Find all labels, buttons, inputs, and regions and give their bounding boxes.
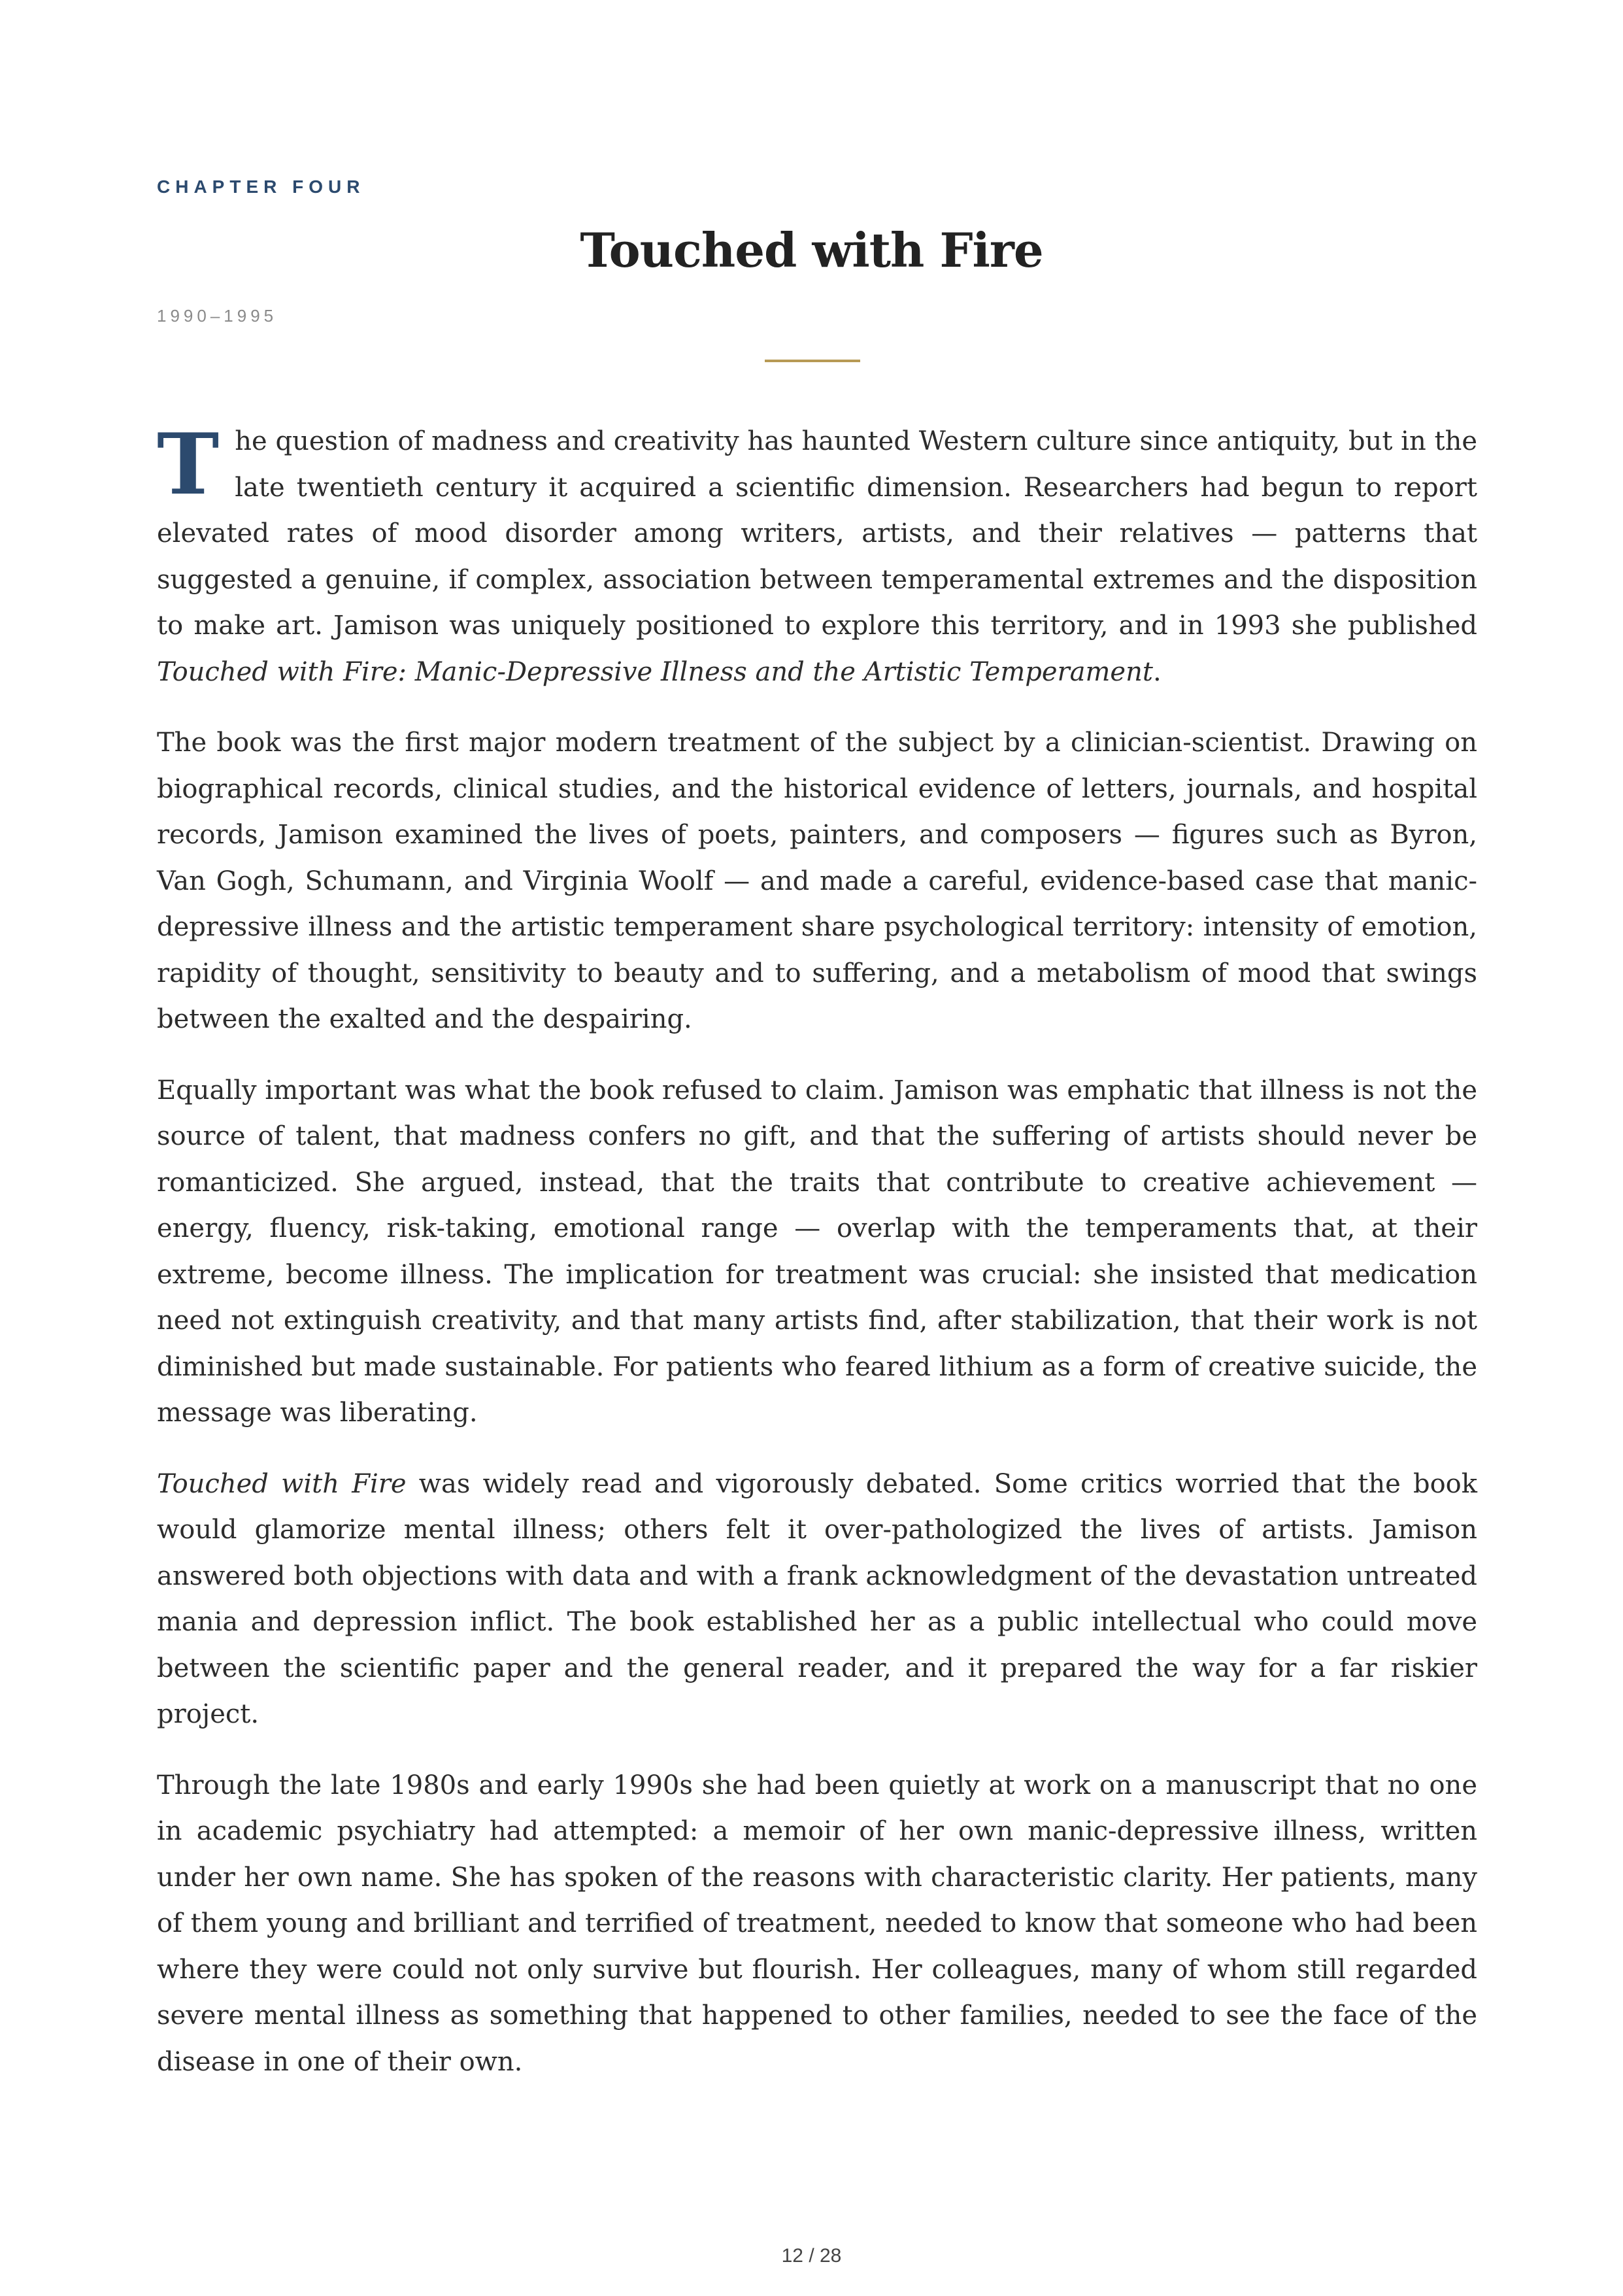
page-number: 12 / 28 — [781, 2245, 842, 2267]
paragraph-4 — [157, 1461, 1477, 1738]
book-title-italic: Touched with Fire — [157, 1468, 407, 1499]
chapter-label: CHAPTER FOUR — [157, 177, 365, 197]
paragraph-4-text: was widely read and vigorously debated. Some critics worried that the book would glamorize mental illness; others felt it over-pathologized the lives of artists. Jamison answered both objections with data and with a frank acknowledgment of the devastation untreated mania and depression inflict. The book established her as a public intellectual who could move between the scientific paper and the general reader, and it prepared the way for a far riskier project. — [157, 1468, 1478, 1729]
title-divider-rule — [765, 360, 860, 362]
drop-cap: T — [157, 416, 220, 514]
paragraph-2: The book was the first major modern treatment of the subject by a clinician-scientist. Drawing on biographical records, clinical studies, and the historical evidence of letters, journals, and hospital records, Jamison examined the lives of poets, painters, and composers — figures such as Byron, Van Gogh, Schumann, and Virginia Woolf — and made a careful, evidence-based case that manic-depressive illness and the artistic temperament share psychological territory: intensity of emotion, rapidity of thought, sensitivity to beauty and to suffering, and a metabolism of mood that swings between the exalted and the despairing. — [157, 728, 1477, 1034]
paragraph-3: Equally important was what the book refused to claim. Jamison was emphatic that illness is not the source of talent, that madness confers no gift, and that the suffering of artists should never be romanticized. She argued, instead, that the traits that contribute to creative achievement — energy, fluency, risk-taking, emotional range — overlap with the temperaments that, at their extreme, become illness. The implication for treatment was crucial: she insisted that medication need not extinguish creativity, and that many artists find, after stabilization, that their work is not diminished but made sustainable. For patients who feared lithium as a form of creative suicide, the message was liberating. — [157, 1075, 1477, 1428]
chapter-title: Touched with Fire — [580, 222, 1043, 278]
paragraph-1-text: he question of madness and creativity has haunted Western culture since antiquity, but in the late twentieth century it acquired a scientific dimension. Researchers had begun to report elevated rates of mood disorder among writers, artists, and their relatives — patterns that suggested a genuine, if complex, association between temperamental extremes and the disposition to make art. Jamison was uniquely positioned to explore this territory, and in 1993 she published — [157, 426, 1477, 641]
paragraph-1-end: . — [1152, 656, 1162, 687]
chapter-dates: 1990–1995 — [157, 306, 278, 326]
paragraph-5: Through the late 1980s and early 1990s she had been quietly at work on a manuscript that no one in academic psychiatry had attempted: a memoir of her own manic-depressive illness, written under her own name. She has spoken of the reasons with characteristic clarity. Her patients, many of them young and brilliant and terrified of treatment, needed to know that someone who had been where they were could not only survive but flourish. Her colleagues, many of whom still regarded severe mental illness as something that happened to other families, needed to see the face of the disease in one of their own. — [157, 1770, 1477, 2077]
chapter-body — [157, 418, 1477, 2110]
paragraph-1 — [157, 418, 1477, 695]
book-title-italic: Touched with Fire: Manic-Depressive Illness and the Artistic Temperament — [157, 656, 1153, 687]
